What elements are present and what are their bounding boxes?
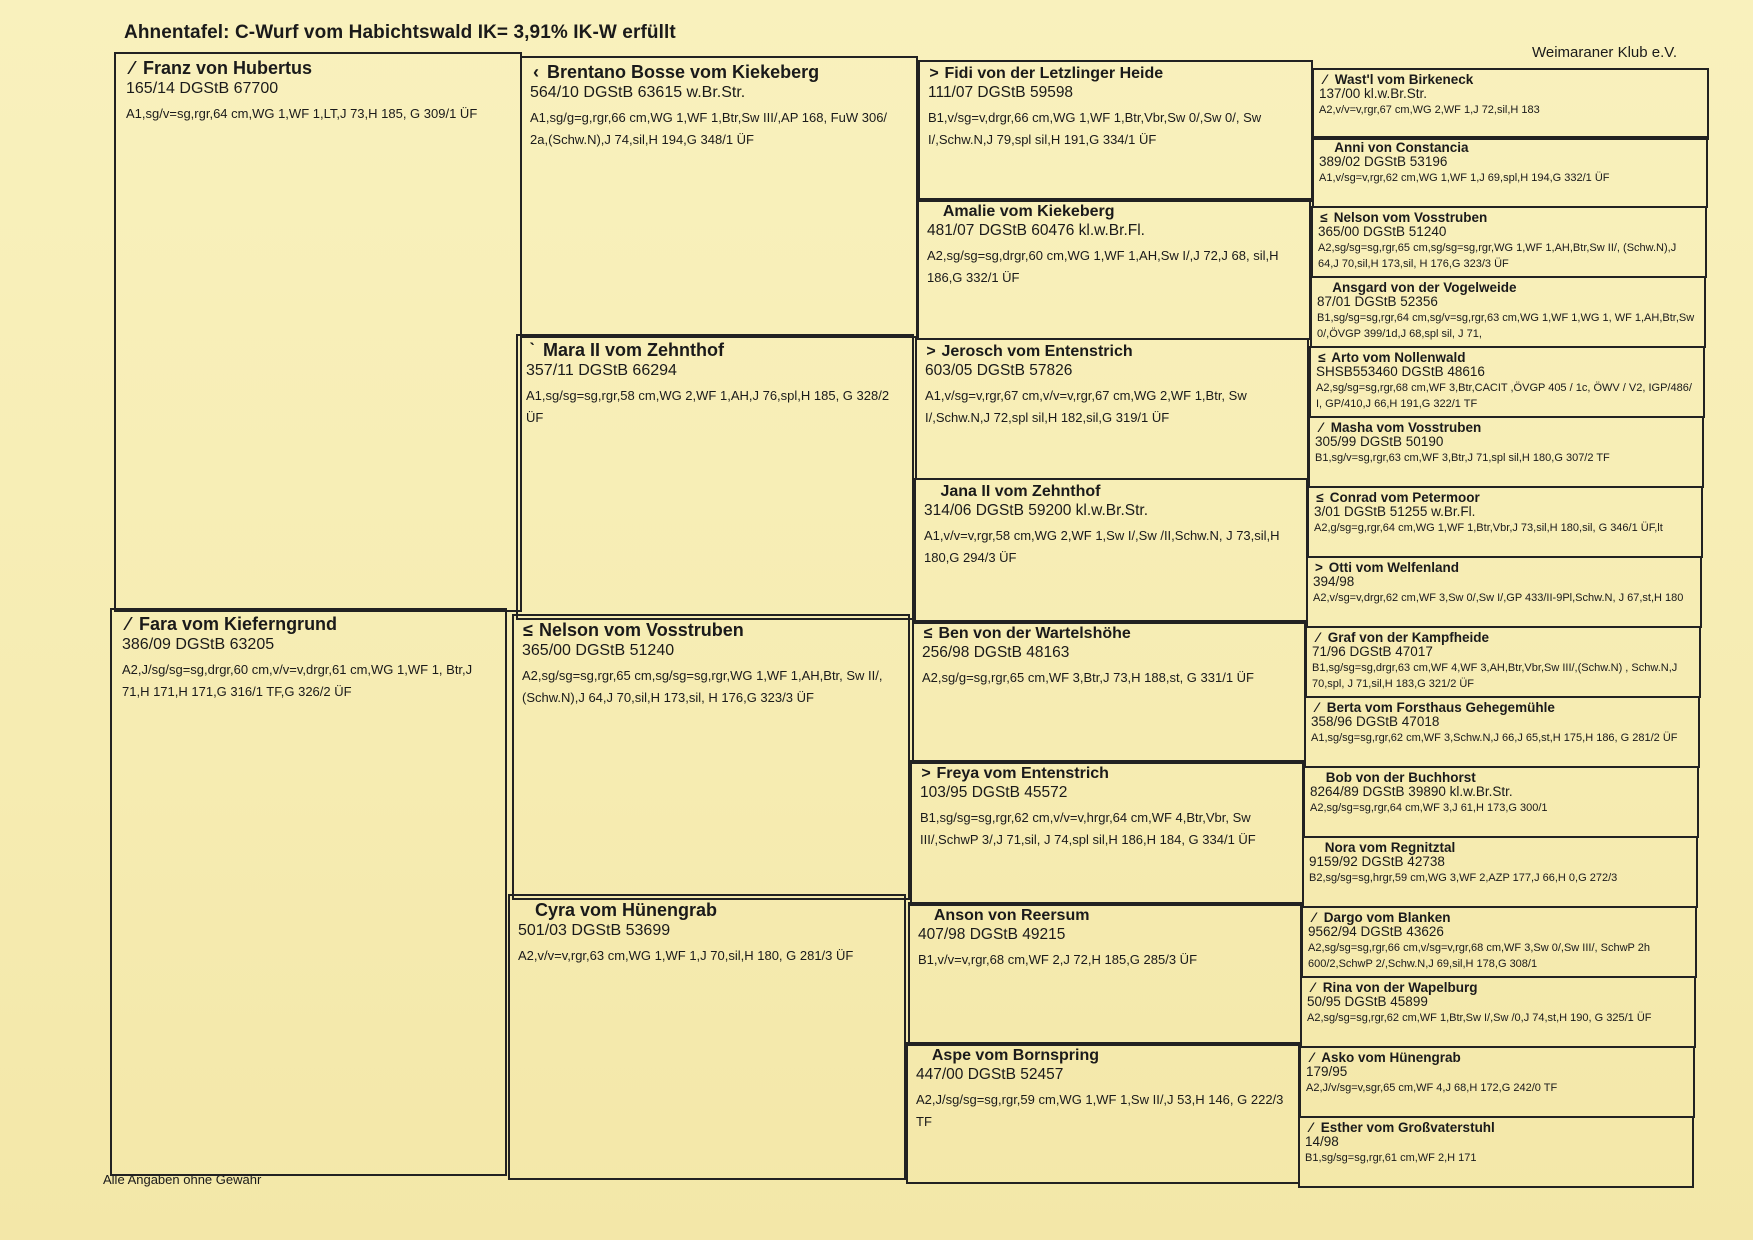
- mark-icon: ⁄: [130, 58, 134, 78]
- dog-details: A2,J/sg/sg=sg,drgr,60 cm,v/v=v,drgr,61 cm,WG 1,WF 1, Btr,J 71,H 171,H 171,G 316/1 TF,G 326/2 ÜF: [122, 662, 473, 700]
- mark-icon: ˋ: [529, 340, 535, 360]
- dog-card-sire: [114, 52, 522, 612]
- mark-icon: ⁄: [1315, 700, 1319, 715]
- dog-name: Otti vom Welfenland: [1328, 560, 1460, 575]
- mark-icon: >: [926, 343, 936, 360]
- dog-name: Conrad vom Petermoor: [1329, 490, 1480, 505]
- dog-name: Ansgard von der Vogelweide: [1332, 280, 1517, 295]
- dog-registration: 50/95 DGStB 45899: [1307, 994, 1428, 1009]
- dog-name: Amalie vom Kiekeberg: [942, 203, 1115, 220]
- dog-details: B1,sg/sg=sg,rgr,62 cm,v/v=v,hrgr,64 cm,WF 4,Btr,Vbr, Sw III/,SchwP 3/,J 71,sil, J 74,spl sil,H 186,H 184, G 334/1 ÜF: [920, 810, 1256, 848]
- dog-details: A2,J/v/sg=v,sgr,65 cm,WF 4,J 68,H 172,G 242/0 TF: [1306, 1081, 1558, 1094]
- dog-details: A1,sg/v=sg,rgr,64 cm,WG 1,WF 1,LT,J 73,H 185, G 309/1 ÜF: [126, 106, 478, 121]
- dog-name: Anson von Reersum: [933, 907, 1090, 924]
- dog-registration: 71/96 DGStB 47017: [1312, 644, 1433, 659]
- dog-details: A1,v/sg=v,rgr,67 cm,v/v=v,rgr,67 cm,WG 2,WF 1,Btr, Sw I/,Schw.N,J 72,spl sil,H 182,sil,G 319/1 ÜF: [925, 388, 1247, 426]
- dog-name: Esther vom Großvaterstuhl: [1320, 1120, 1495, 1135]
- dog-registration: 256/98 DGStB 48163: [922, 644, 1070, 661]
- dog-details: B1,sg/v=sg,rgr,63 cm,WF 3,Btr,J 71,spl sil,H 180,G 307/2 TF: [1315, 451, 1610, 464]
- dog-details: A2,sg/sg=sg,rgr,64 cm,WF 3,J 61,H 173,G 300/1: [1310, 801, 1548, 814]
- dog-name: Asko vom Hünengrab: [1321, 1050, 1461, 1065]
- mark-icon: ‹: [533, 62, 539, 82]
- dog-registration: 603/05 DGStB 57826: [925, 362, 1073, 379]
- dog-registration: 8264/89 DGStB 39890 kl.w.Br.Str.: [1310, 784, 1513, 799]
- dog-name: Arto vom Nollenwald: [1331, 350, 1466, 365]
- dog-name: Berta vom Forsthaus Gehegemühle: [1326, 700, 1555, 715]
- dog-card-gen4: [1301, 906, 1697, 978]
- dog-details: A2,v/sg=v,drgr,62 cm,WF 3,Sw 0/,Sw I/,GP 433/II-9Pl,Schw.N, J 67,st,H 180: [1313, 591, 1684, 604]
- dog-registration: 179/95: [1306, 1064, 1348, 1079]
- dog-registration: 389/02 DGStB 53196: [1319, 154, 1448, 169]
- dog-details: A2,sg/sg=sg,drgr,60 cm,WG 1,WF 1,AH,Sw I/,J 72,J 68, sil,H 186,G 332/1 ÜF: [927, 248, 1279, 286]
- dog-name: Jerosch vom Entenstrich: [941, 343, 1133, 360]
- mark-icon: ⁄: [126, 614, 130, 634]
- dog-details: A2,sg/g=sg,rgr,65 cm,WF 3,Btr,J 73,H 188,st, G 331/1 ÜF: [922, 670, 1255, 685]
- dog-card-gen3: [918, 60, 1313, 202]
- dog-details: A2,sg/sg=sg,rgr,65 cm,sg/sg=sg,rgr,WG 1,WF 1,AH,Btr, Sw II/,(Schw.N),J 64,J 70,sil,H 173,sil, H 176,G 323/3 ÜF: [522, 668, 883, 706]
- dog-details: A2,sg/sg=sg,rgr,66 cm,v/sg=v,rgr,68 cm,WF 3,Sw 0/,Sw III/, SchwP 2h 600/2,SchwP 2/,Schw.N,J 69,sil,H 178,G 308/1: [1308, 941, 1650, 970]
- dog-card-dam: [110, 608, 507, 1176]
- dog-registration: 357/11 DGStB 66294: [526, 362, 677, 379]
- dog-name: Franz von Hubertus: [143, 58, 313, 78]
- mark-icon: ≤: [1316, 490, 1324, 505]
- dog-details: B1,v/v=v,rgr,68 cm,WF 2,J 72,H 185,G 285/3 ÜF: [918, 952, 1198, 967]
- dog-registration: 87/01 DGStB 52356: [1317, 294, 1438, 309]
- dog-card-gen4: [1299, 1046, 1695, 1118]
- dog-name: Fara vom Kieferngrund: [139, 614, 338, 634]
- dog-details: B2,sg/sg=sg,hrgr,59 cm,WG 3,WF 2,AZP 177,J 66,H 0,G 272/3: [1309, 871, 1618, 884]
- dog-name: Mara II vom Zehnthof: [543, 340, 725, 360]
- dog-details: A2,J/sg/sg=sg,rgr,59 cm,WG 1,WF 1,Sw II/,J 53,H 146, G 222/3 TF: [916, 1092, 1284, 1130]
- mark-icon: ⁄: [1323, 72, 1327, 87]
- dog-registration: SHSB553460 DGStB 48616: [1316, 364, 1485, 379]
- dog-registration: 394/98: [1313, 574, 1355, 589]
- dog-registration: 165/14 DGStB 67700: [126, 80, 279, 97]
- dog-card-gen4: [1311, 206, 1707, 278]
- dog-registration: 358/96 DGStB 47018: [1311, 714, 1440, 729]
- dog-registration: 305/99 DGStB 50190: [1315, 434, 1444, 449]
- club-name: Weimaraner Klub e.V.: [1532, 44, 1678, 61]
- mark-icon: ⁄: [1316, 630, 1320, 645]
- dog-name: Anni von Constancia: [1334, 140, 1469, 155]
- dog-details: A2,v/v=v,rgr,63 cm,WG 1,WF 1,J 70,sil,H 180, G 281/3 ÜF: [518, 948, 854, 963]
- dog-card-gen3: [912, 620, 1306, 764]
- dog-card-gen3: [915, 338, 1309, 480]
- dog-details: A2,sg/sg=sg,rgr,62 cm,WF 1,Btr,Sw I/,Sw /0,J 74,st,H 190, G 325/1 ÜF: [1307, 1011, 1652, 1024]
- dog-name: Cyra vom Hünengrab: [535, 900, 718, 920]
- dog-registration: 14/98: [1305, 1134, 1339, 1149]
- dog-card-gen3: [908, 902, 1302, 1046]
- dog-card-gen4: [1303, 766, 1699, 838]
- mark-icon: ⁄: [1311, 980, 1315, 995]
- mark-icon: ⁄: [1309, 1120, 1313, 1135]
- dog-registration: 314/06 DGStB 59200 kl.w.Br.Str.: [924, 502, 1149, 519]
- dog-card-gen3: [910, 760, 1304, 906]
- dog-registration: 447/00 DGStB 52457: [916, 1066, 1064, 1083]
- dog-details: A2,sg/sg=sg,rgr,68 cm,WF 3,Btr,CACIT ,ÖVGP 405 / 1c, ÖWV / V2, IGP/486/ I, GP/410,J 66,H 191,G 322/1 TF: [1316, 381, 1692, 410]
- dog-name: Nelson vom Vosstruben: [539, 620, 744, 640]
- mark-icon: >: [929, 65, 939, 82]
- document-title: Ahnentafel: C-Wurf vom Habichtswald IK= 3,91% IK-W erfüllt: [124, 22, 676, 43]
- dog-name: Rina von der Wapelburg: [1322, 980, 1478, 995]
- dog-details: B1,v/sg=v,drgr,66 cm,WG 1,WF 1,Btr,Vbr,Sw 0/,Sw 0/, Sw I/,Schw.N,J 79,spl sil,H 191,G 334/1 ÜF: [928, 110, 1262, 148]
- dog-registration: 9159/92 DGStB 42738: [1309, 854, 1445, 869]
- mark-icon: ⁄: [1310, 1050, 1314, 1065]
- dog-details: A2,g/sg=g,rgr,64 cm,WG 1,WF 1,Btr,Vbr,J 73,sil,H 180,sil, G 346/1 ÜF,lt: [1314, 521, 1663, 534]
- dog-card-gen4: [1302, 836, 1698, 908]
- dog-card-gen4: [1309, 346, 1705, 418]
- dog-registration: 481/07 DGStB 60476 kl.w.Br.Fl.: [927, 222, 1145, 239]
- disclaimer: Alle Angaben ohne Gewähr: [103, 1172, 262, 1187]
- dog-name: Aspe vom Bornspring: [931, 1047, 1099, 1064]
- dog-card-gen2: [516, 334, 914, 620]
- mark-icon: ≤: [1320, 210, 1328, 225]
- mark-icon: ≤: [523, 620, 533, 640]
- dog-registration: 137/00 kl.w.Br.Str.: [1319, 86, 1428, 101]
- dog-card-gen2: [508, 894, 906, 1180]
- dog-details: A2,v/v=v,rgr,67 cm,WG 2,WF 1,J 72,sil,H 183: [1319, 103, 1540, 116]
- dog-card-gen4: [1310, 276, 1706, 348]
- mark-icon: >: [921, 765, 931, 782]
- dog-card-gen4: [1306, 556, 1702, 628]
- dog-name: Bob von der Buchhorst: [1325, 770, 1476, 785]
- mark-icon: ⁄: [1312, 910, 1316, 925]
- dog-card-gen2: [512, 614, 910, 900]
- dog-card-gen3: [906, 1042, 1300, 1184]
- dog-registration: 9562/94 DGStB 43626: [1308, 924, 1444, 939]
- dog-name: Brentano Bosse vom Kiekeberg: [547, 62, 820, 82]
- dog-name: Freya vom Entenstrich: [936, 765, 1109, 782]
- dog-registration: 365/00 DGStB 51240: [522, 642, 675, 659]
- dog-details: A1,v/v=v,rgr,58 cm,WG 2,WF 1,Sw I/,Sw /II,Schw.N, J 73,sil,H 180,G 294/3 ÜF: [924, 528, 1280, 566]
- dog-details: B1,sg/sg=sg,rgr,64 cm,sg/v=sg,rgr,63 cm,WG 1,WF 1,WG 1, WF 1,AH,Btr,Sw 0/,ÖVGP 399/1d,J 68,spl sil, J 71,: [1317, 311, 1695, 340]
- dog-card-gen4: [1305, 626, 1701, 698]
- dog-card-gen4: [1308, 416, 1704, 488]
- dog-registration: 111/07 DGStB 59598: [928, 84, 1074, 101]
- dog-card-gen3: [917, 198, 1311, 340]
- dog-details: B1,sg/sg=sg,rgr,61 cm,WF 2,H 171: [1305, 1151, 1477, 1164]
- dog-card-gen4: [1307, 486, 1703, 558]
- dog-card-gen4: [1300, 976, 1696, 1048]
- dog-details: B1,sg/sg=sg,drgr,63 cm,WF 4,WF 3,AH,Btr,Vbr,Sw III/,(Schw.N) , Schw.N,J 70,spl, J 71,sil,H 183,G 321/2 ÜF: [1312, 661, 1678, 690]
- dog-name: Nelson vom Vosstruben: [1333, 210, 1488, 225]
- dog-registration: 386/09 DGStB 63205: [122, 636, 275, 653]
- dog-name: Wast'l vom Birkeneck: [1334, 72, 1474, 87]
- dog-details: A1,sg/sg=sg,rgr,58 cm,WG 2,WF 1,AH,J 76,spl,H 185, G 328/2 ÜF: [526, 388, 890, 426]
- mark-icon: ≤: [923, 625, 933, 642]
- dog-name: Ben von der Wartelshöhe: [938, 625, 1131, 642]
- dog-details: A2,sg/sg=sg,rgr,65 cm,sg/sg=sg,rgr,WG 1,WF 1,AH,Btr,Sw II/, (Schw.N),J 64,J 70,sil,H 173,sil, H 176,G 323/3 ÜF: [1318, 241, 1677, 270]
- dog-registration: 365/00 DGStB 51240: [1318, 224, 1447, 239]
- dog-name: Fidi von der Letzlinger Heide: [944, 65, 1164, 82]
- dog-name: Nora vom Regnitztal: [1324, 840, 1456, 855]
- dog-name: Dargo vom Blanken: [1323, 910, 1451, 925]
- dog-registration: 3/01 DGStB 51255 w.Br.Fl.: [1314, 504, 1476, 519]
- dog-details: A1,v/sg=v,rgr,62 cm,WG 1,WF 1,J 69,spl,H 194,G 332/1 ÜF: [1319, 171, 1610, 184]
- mark-icon: ≤: [1318, 350, 1326, 365]
- dog-details: A1,sg/g=g,rgr,66 cm,WG 1,WF 1,Btr,Sw III/,AP 168, FuW 306/ 2a,(Schw.N),J 74,sil,H 194,G 348/1 ÜF: [530, 110, 888, 148]
- mark-icon: >: [1315, 560, 1323, 575]
- dog-card-gen4: [1298, 1116, 1694, 1188]
- dog-card-gen2: [520, 56, 918, 338]
- dog-registration: 103/95 DGStB 45572: [920, 784, 1068, 801]
- dog-details: A1,sg/sg=sg,rgr,62 cm,WF 3,Schw.N,J 66,J 65,st,H 175,H 186, G 281/2 ÜF: [1311, 731, 1678, 744]
- mark-icon: ⁄: [1319, 420, 1323, 435]
- dog-registration: 407/98 DGStB 49215: [918, 926, 1066, 943]
- dog-card-gen4: [1304, 696, 1700, 768]
- dog-registration: 501/03 DGStB 53699: [518, 922, 671, 939]
- dog-name: Jana II vom Zehnthof: [940, 483, 1101, 500]
- dog-card-gen4: [1312, 136, 1708, 208]
- dog-name: Masha vom Vosstruben: [1330, 420, 1482, 435]
- dog-name: Graf von der Kampfheide: [1327, 630, 1490, 645]
- dog-registration: 564/10 DGStB 63615 w.Br.Str.: [530, 84, 746, 101]
- dog-card-gen3: [914, 478, 1308, 624]
- dog-card-gen4: [1312, 68, 1709, 140]
